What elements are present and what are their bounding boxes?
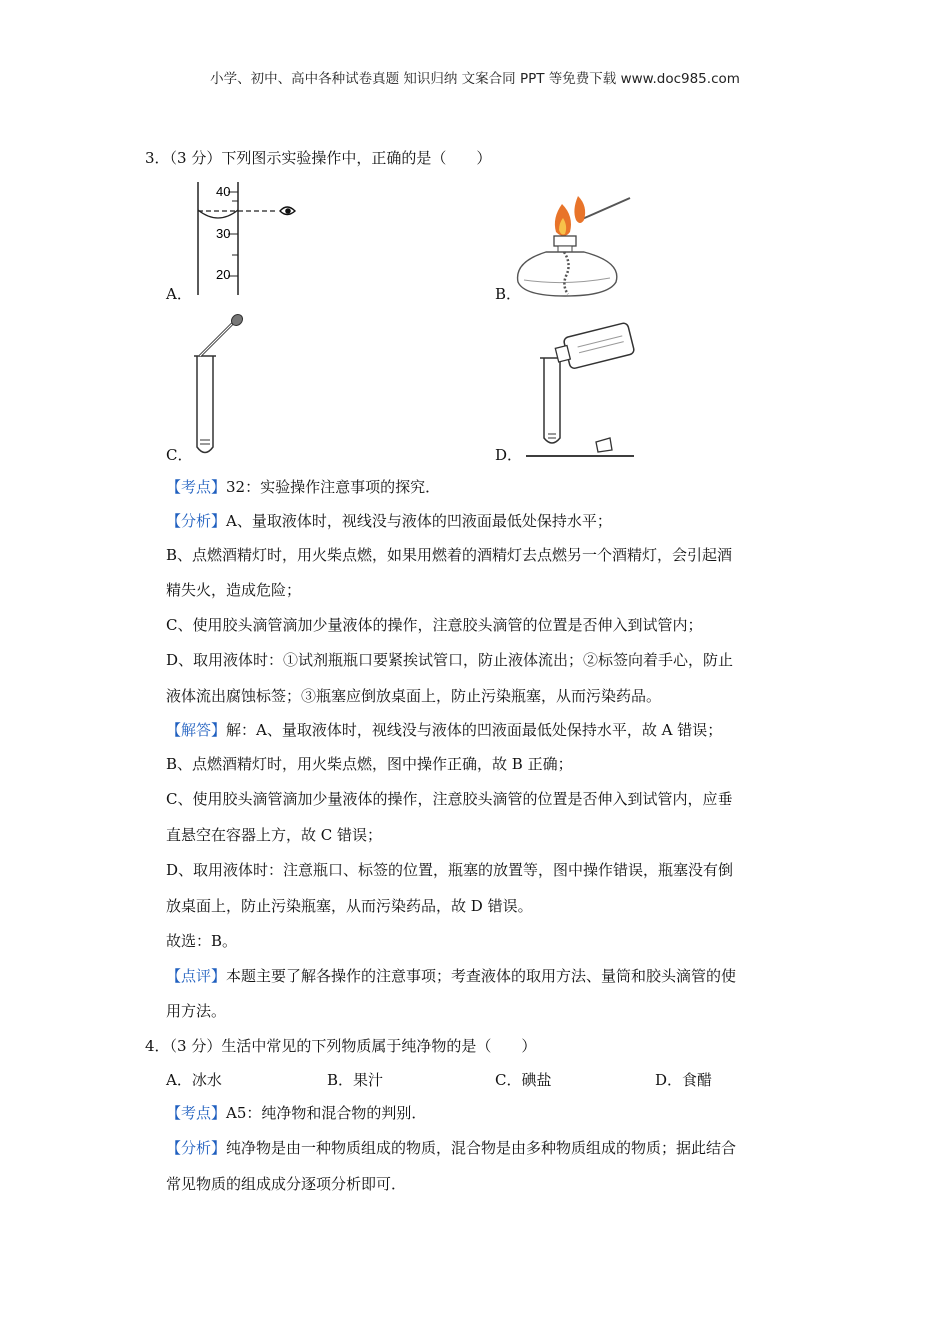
q4-choice-d: D．食醋	[655, 1071, 713, 1089]
dianping-tag: 【点评】	[166, 967, 227, 985]
q3-jieda-line-4: 直悬空在容器上方，故 C 错误；	[166, 826, 383, 844]
q3-jieda-line-6: 放桌面上，防止污染瓶塞，从而污染药品，故 D 错误。	[166, 897, 533, 915]
kaodian-tag: 【考点】	[166, 478, 227, 496]
q4-fenxi-line-1	[166, 1138, 736, 1158]
figure-a-cylinder	[190, 180, 310, 298]
q3-kaodian	[166, 477, 440, 497]
q4-fenxi-text: 纯净物是由一种物质组成的物质，混合物是由多种物质组成的物质；据此结合	[226, 1139, 737, 1157]
q4-stem: 4．（3 分）生活中常见的下列物质属于纯净物的是（ ）	[145, 1037, 537, 1055]
page-header: 小学、初中、高中各种试卷真题 知识归纳 文案合同 PPT 等免费下载 www.doc985.com	[210, 71, 740, 87]
tick-30: 30	[216, 226, 231, 241]
jieda-tag: 【解答】	[166, 721, 227, 739]
figure-d-pouring	[520, 322, 640, 462]
figure-c-dropper	[188, 312, 258, 462]
tick-40: 40	[216, 184, 231, 199]
q3-jieda-line-5: D、取用液体时：注意瓶口、标签的位置，瓶塞的放置等，图中操作错误，瓶塞没有倒	[166, 861, 734, 879]
fenxi-text: A、量取液体时，视线没与液体的凹液面最低处保持水平；	[226, 512, 612, 530]
q3-fenxi-line-3: 精失火，造成危险；	[166, 581, 302, 599]
q3-jieda-line-7: 故选：B。	[166, 932, 238, 950]
q3-fenxi-line-1	[166, 511, 612, 531]
option-a-label: A．	[166, 285, 192, 303]
option-c-label: C．	[166, 446, 193, 464]
q4-kaodian-text: A5：纯净物和混合物的判别．	[226, 1104, 427, 1122]
q3-dianping-line-2: 用方法。	[166, 1002, 227, 1020]
q4-fenxi-tag: 【分析】	[166, 1139, 227, 1157]
q3-stem: 3．（3 分）下列图示实验操作中，正确的是（ ）	[145, 149, 492, 167]
q4-fenxi-line-2: 常见物质的组成成分逐项分析即可．	[166, 1175, 407, 1193]
q3-jieda-line-2: B、点燃酒精灯时，用火柴点燃，图中操作正确，故 B 正确；	[166, 755, 573, 773]
q3-jieda-line-1	[166, 720, 722, 740]
q3-fenxi-line-2: B、点燃酒精灯时，用火柴点燃，如果用燃着的酒精灯去点燃另一个酒精灯，会引起酒	[166, 546, 733, 564]
jieda-text: 解：A、量取液体时，视线没与液体的凹液面最低处保持水平，故 A 错误；	[226, 721, 723, 739]
q3-fenxi-line-6: 液体流出腐蚀标签；③瓶塞应倒放桌面上，防止污染瓶塞，从而污染药品。	[166, 687, 662, 705]
kaodian-text: 32：实验操作注意事项的探究．	[226, 478, 441, 496]
q4-kaodian	[166, 1103, 426, 1123]
dianping-text: 本题主要了解各操作的注意事项；考查液体的取用方法、量筒和胶头滴管的使	[226, 967, 737, 985]
tick-20: 20	[216, 267, 231, 282]
q4-choice-a: A．冰水	[166, 1071, 222, 1089]
q3-fenxi-line-5: D、取用液体时：①试剂瓶瓶口要紧挨试管口，防止液体流出；②标签向着手心，防止	[166, 651, 734, 669]
fenxi-tag: 【分析】	[166, 512, 227, 530]
eye-icon	[280, 207, 295, 215]
q3-fenxi-line-4: C、使用胶头滴管滴加少量液体的操作，注意胶头滴管的位置是否伸入到试管内；	[166, 616, 703, 634]
option-b-label: B．	[495, 285, 522, 303]
option-d-label: D．	[495, 446, 523, 464]
q3-dianping-line-1	[166, 966, 736, 986]
q4-kaodian-tag: 【考点】	[166, 1104, 227, 1122]
q4-choice-c: C．碘盐	[495, 1071, 552, 1089]
q3-jieda-line-3: C、使用胶头滴管滴加少量液体的操作，注意胶头滴管的位置是否伸入到试管内，应垂	[166, 790, 733, 808]
q4-choice-b: B．果汁	[327, 1071, 384, 1089]
figure-b-alcohol-lamp	[518, 190, 648, 300]
